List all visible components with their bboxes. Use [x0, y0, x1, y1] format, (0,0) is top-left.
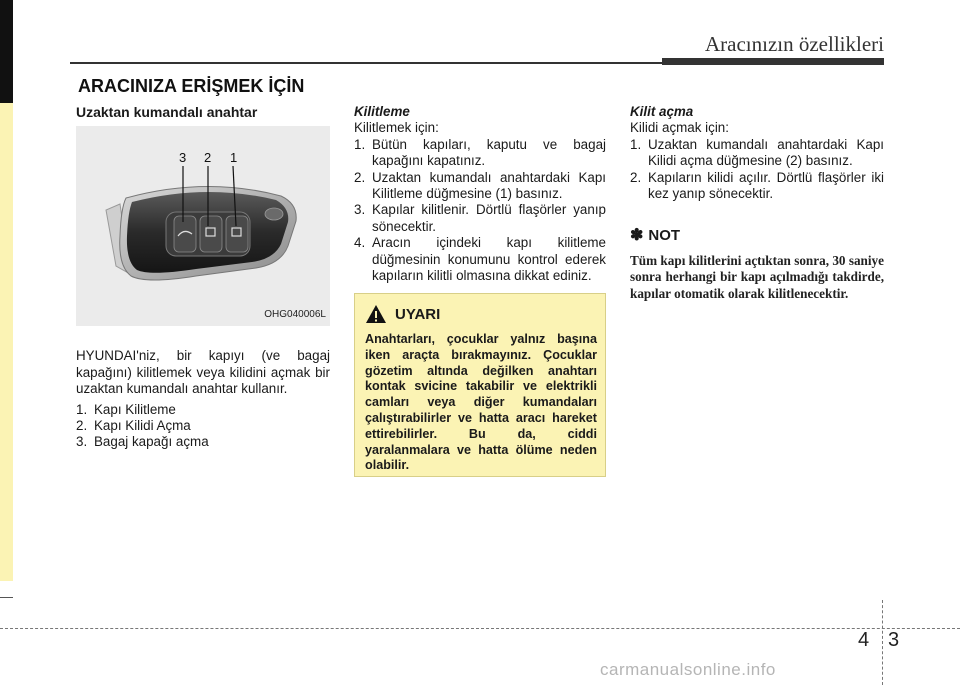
- remote-key-figure: [76, 126, 330, 326]
- chapter-number: 4: [858, 629, 870, 651]
- locking-lead: Kilitlemek için:: [354, 120, 439, 136]
- warning-text: Anahtarları, çocuklar yalnız başına iken araçta bırakmayınız. Çocuklar gözetim altında değilken anahtarı kontak svicine takabilir ve elektrikli camları veya diğer kumandaları çalıştırabilirler ve hatta aracı hareket ettirebilirler. Bu da, ciddi yaralanmalara ve hatta ölüme neden olabilir.: [365, 332, 597, 473]
- note-text: Tüm kapı kilitlerini açtıktan sonra, 30 saniye sonra herhangi bir kapı açılmadığı takdirde, kapılar otomatik olarak kilitlenecektir.: [630, 252, 884, 301]
- list-item: 3. Bagaj kapağı açma: [76, 434, 209, 450]
- callout-3: 3: [179, 150, 187, 166]
- header-rule: [70, 62, 662, 64]
- figure-code: OHG040006L: [264, 309, 326, 320]
- note-header: [630, 228, 884, 244]
- remote-key-button-list: [76, 402, 330, 451]
- warning-title: UYARI: [395, 305, 441, 323]
- remote-key-intro: HYUNDAI'niz, bir kapıyı (ve bagaj kapağını) kilitlemek veya kilidini açmak bir uzaktan kumandalı anahtar kullanır.: [76, 348, 330, 397]
- list-item: 1. Uzaktan kumandalı anahtardaki Kapı Kilidi açma düğmesine (2) basınız.: [630, 136, 884, 169]
- list-item: 2. Uzaktan kumandalı anahtardaki Kapı Kilitleme düğmesine (1) basınız.: [354, 169, 606, 202]
- warning-header: [365, 304, 440, 324]
- warning-box: [354, 293, 606, 477]
- page-number-separator: [882, 600, 883, 685]
- page-number: 3: [888, 629, 900, 651]
- list-item: 2. Kapı Kilidi Açma: [76, 418, 191, 434]
- note-title: NOT: [648, 227, 681, 245]
- side-tab-black: [0, 0, 13, 103]
- callout-1: 1: [230, 150, 238, 166]
- callout-2: 2: [204, 150, 212, 166]
- middle-column: [354, 104, 606, 284]
- list-item: 4. Aracın içindeki kapı kilitleme düğmesinin konumunu kontrol ederek kapıların kilitli olmasına dikkat ediniz.: [354, 235, 606, 284]
- list-item: 3. Kapılar kilitlenir. Dörtlü flaşörler yanıp sönecektir.: [354, 202, 606, 234]
- remote-key-illustration: [76, 126, 330, 326]
- left-column: [76, 104, 330, 451]
- section-title: ARACINIZA ERİŞMEK İÇİN: [78, 76, 305, 96]
- unlocking-subtitle: Kilit açma: [630, 104, 694, 119]
- warning-triangle-icon: [365, 304, 387, 324]
- chapter-title: Aracınızın özellikleri: [704, 32, 884, 56]
- locking-steps: [354, 137, 606, 285]
- locking-subtitle: Kilitleme: [354, 104, 410, 119]
- unlocking-steps: [630, 137, 884, 203]
- footer-rule: [0, 628, 960, 629]
- header-rule-thick: [662, 58, 884, 65]
- asterisk-icon: ✽: [630, 227, 644, 245]
- list-item: 1. Kapı Kilitleme: [76, 401, 176, 417]
- remote-key-subtitle: Uzaktan kumandalı anahtar: [76, 104, 258, 120]
- list-item: 2. Kapıların kilidi açılır. Dörtlü flaşörler iki kez yanıp sönecektir.: [630, 169, 884, 202]
- side-tab-yellow: [0, 103, 13, 581]
- right-column: [630, 104, 884, 302]
- unlocking-lead: Kilidi açmak için:: [630, 120, 729, 136]
- watermark: carmanualsonline.info: [600, 660, 776, 679]
- list-item: 1. Bütün kapıları, kaputu ve bagaj kapağını kapatınız.: [354, 136, 606, 169]
- side-bottom-rule: [0, 597, 13, 598]
